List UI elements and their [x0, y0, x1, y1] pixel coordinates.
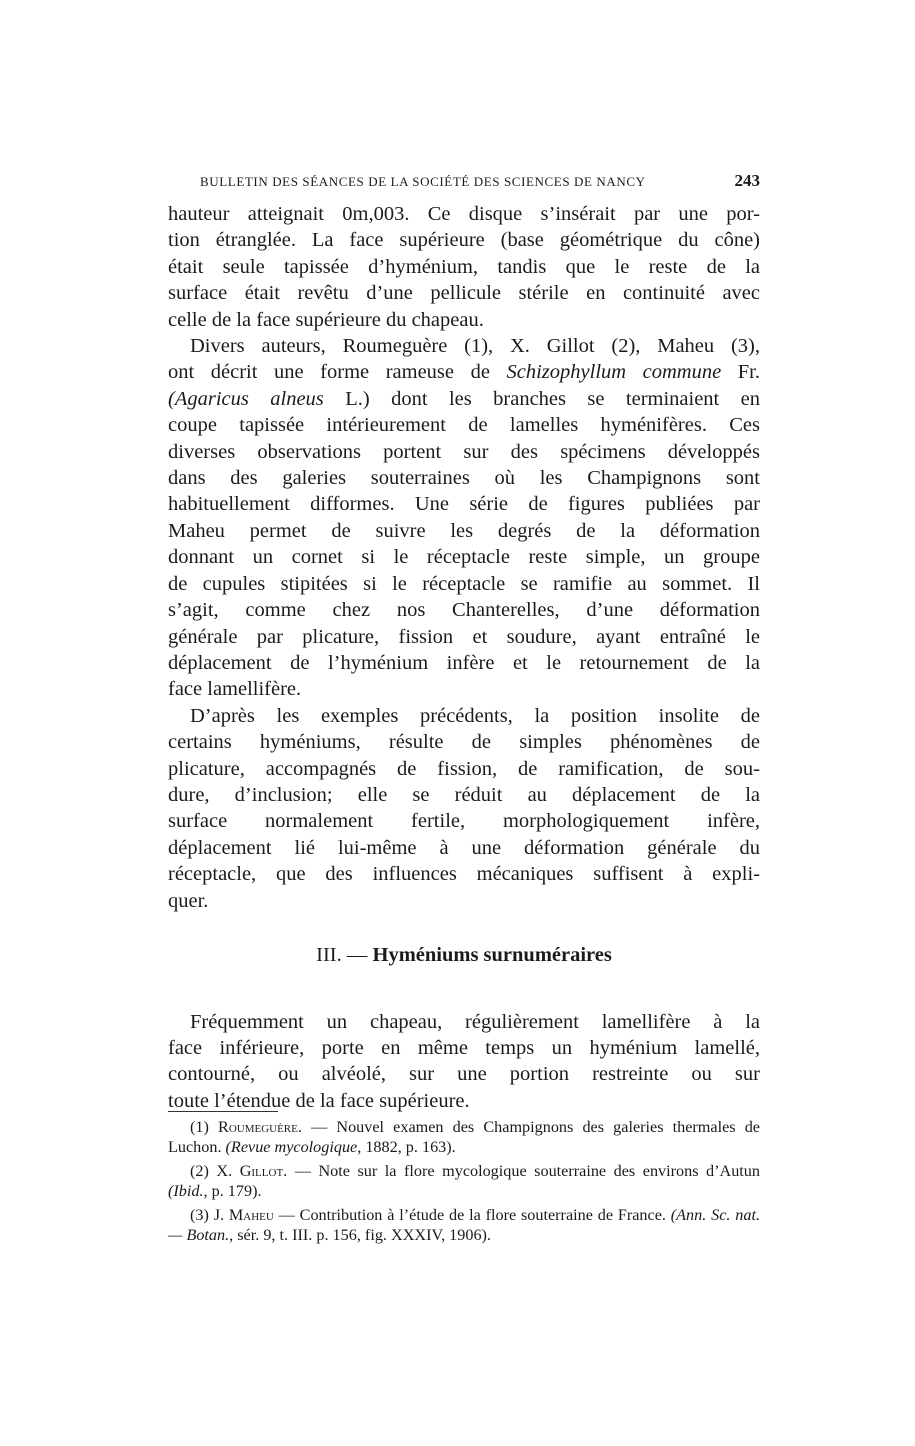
text-line: de cupules stipitées si le réceptacle se ramifie au sommet. Il — [168, 572, 760, 595]
page-number: 243 — [734, 171, 760, 190]
footnote-author: Maheu — [228, 1205, 274, 1224]
text-line: générale par plicature, fission et soudure, ayant entraîné le — [168, 625, 760, 648]
footnote-author: Roumeguère. — [218, 1118, 302, 1136]
text-line: D’après les exemples précédents, la position insolite de — [190, 704, 760, 727]
footnote-3 — [168, 1205, 760, 1246]
species-name: Schizophyllum commune — [506, 361, 722, 384]
text-line: Divers auteurs, Roumeguère (1), X. Gillot (2), Maheu (3), — [190, 335, 760, 358]
footnote-text: sér. 9, t. III. p. 156, fig. XXXIV, 1906). — [233, 1226, 491, 1245]
text-line: hauteur atteignait 0m,003. Ce disque s’insérait par une por- — [168, 203, 760, 225]
text-line: certains hyméniums, résulte de simples phénomènes de — [168, 731, 760, 754]
footnote-text: — Note sur la flore mycologique souterraine des environs d’Autun — [287, 1161, 760, 1180]
footnote-number: (3) J. — [190, 1205, 225, 1224]
text-line: Maheu permet de suivre les degrés de la déformation — [168, 519, 760, 542]
footnote-text: 1882, p. 163). — [361, 1138, 456, 1157]
footnote-divider — [168, 1111, 278, 1112]
paragraph-1 — [168, 201, 760, 333]
text-line: déplacement lié lui-même à une déformation générale du — [168, 836, 760, 859]
text-line: Fréquemment un chapeau, régulièrement lamellifère à la — [190, 1010, 760, 1033]
footnote-2 — [168, 1161, 760, 1202]
text-line: quer. — [168, 889, 209, 912]
section-paragraph — [168, 1009, 760, 1115]
text-line: dans des galeries souterraines où les Champignons sont — [168, 467, 760, 490]
text-line: réceptacle, que des influences mécaniques suffisent à expli- — [168, 863, 760, 886]
section-number: III. — — [316, 944, 368, 966]
text-line — [168, 359, 760, 385]
text-line: celle de la face supérieure du chapeau. — [168, 308, 484, 331]
footnote-1 — [168, 1117, 760, 1158]
text-line: donnant un cornet si le réceptacle reste simple, un groupe — [168, 546, 760, 569]
footnote-source: (Ibid., — [168, 1182, 208, 1201]
text-line: diverses observations portent sur des spécimens développés — [168, 440, 760, 463]
text-line: face inférieure, porte en même temps un hyménium lamellé, — [168, 1036, 760, 1059]
species-name: (Agaricus alneus — [168, 387, 324, 410]
text-run: ont décrit une forme rameuse de — [168, 361, 490, 384]
text-line: surface normalement fertile, morphologiquement infère, — [168, 810, 760, 833]
section-title: Hyméniums surnuméraires — [372, 944, 612, 966]
text-line: tion étranglée. La face supérieure (base géométrique du cône) — [168, 229, 760, 252]
running-title: BULLETIN DES SÉANCES DE LA SOCIÉTÉ DES SCIENCES DE NANCY — [200, 174, 646, 189]
footnote-number: (1) — [190, 1118, 209, 1136]
paragraph-3 — [168, 703, 760, 914]
text-line: s’agit, comme chez nos Chanterelles, d’une déformation — [168, 599, 760, 622]
footnote-text: — Nouvel examen des Champignons des galeries thermales de Luchon. — [168, 1118, 760, 1157]
text-run: Fr. — [737, 361, 761, 384]
footnote-author: Gillot. — [239, 1161, 288, 1180]
running-head — [200, 171, 760, 190]
text-line: dure, d’inclusion; elle se réduit au déplacement de la — [168, 783, 760, 806]
text-line — [168, 386, 760, 412]
text-line: plicature, accompagnés de fission, de ramification, de sou- — [168, 757, 760, 780]
section-body — [168, 988, 760, 1135]
text-line: déplacement de l’hyménium infère et le retournement de la — [168, 651, 760, 674]
text-line: habituellement difformes. Une série de figures publiées par — [168, 493, 760, 516]
text-line: face lamellifère. — [168, 678, 302, 701]
text-run: L.) dont les branches se terminaient en — [345, 387, 761, 410]
text-line: contourné, ou alvéolé, sur une portion restreinte ou sur — [168, 1063, 760, 1086]
text-line: coupe tapissée intérieurement de lamelles hyménifères. Ces — [168, 414, 760, 437]
footnote-source: (Ann. Sc. nat. — Botan., — [168, 1205, 760, 1245]
footnote-number: (2) X. — [190, 1161, 233, 1180]
footnote-source: (Revue mycologique, — [225, 1138, 362, 1157]
footnotes — [168, 1117, 760, 1248]
text-line: était seule tapissée d’hyménium, tandis que le reste de la — [168, 255, 760, 278]
section-heading — [168, 941, 760, 969]
text-line: toute l’étendue de la face supérieure. — [168, 1089, 470, 1112]
footnote-text: p. 179). — [207, 1182, 262, 1201]
footnote-text: — Contribution à l’étude de la flore souterraine de France. — [273, 1205, 671, 1224]
paragraph-2 — [168, 333, 760, 703]
body-text — [168, 201, 760, 914]
text-line: surface était revêtu d’une pellicule stérile en continuité avec — [168, 282, 760, 305]
